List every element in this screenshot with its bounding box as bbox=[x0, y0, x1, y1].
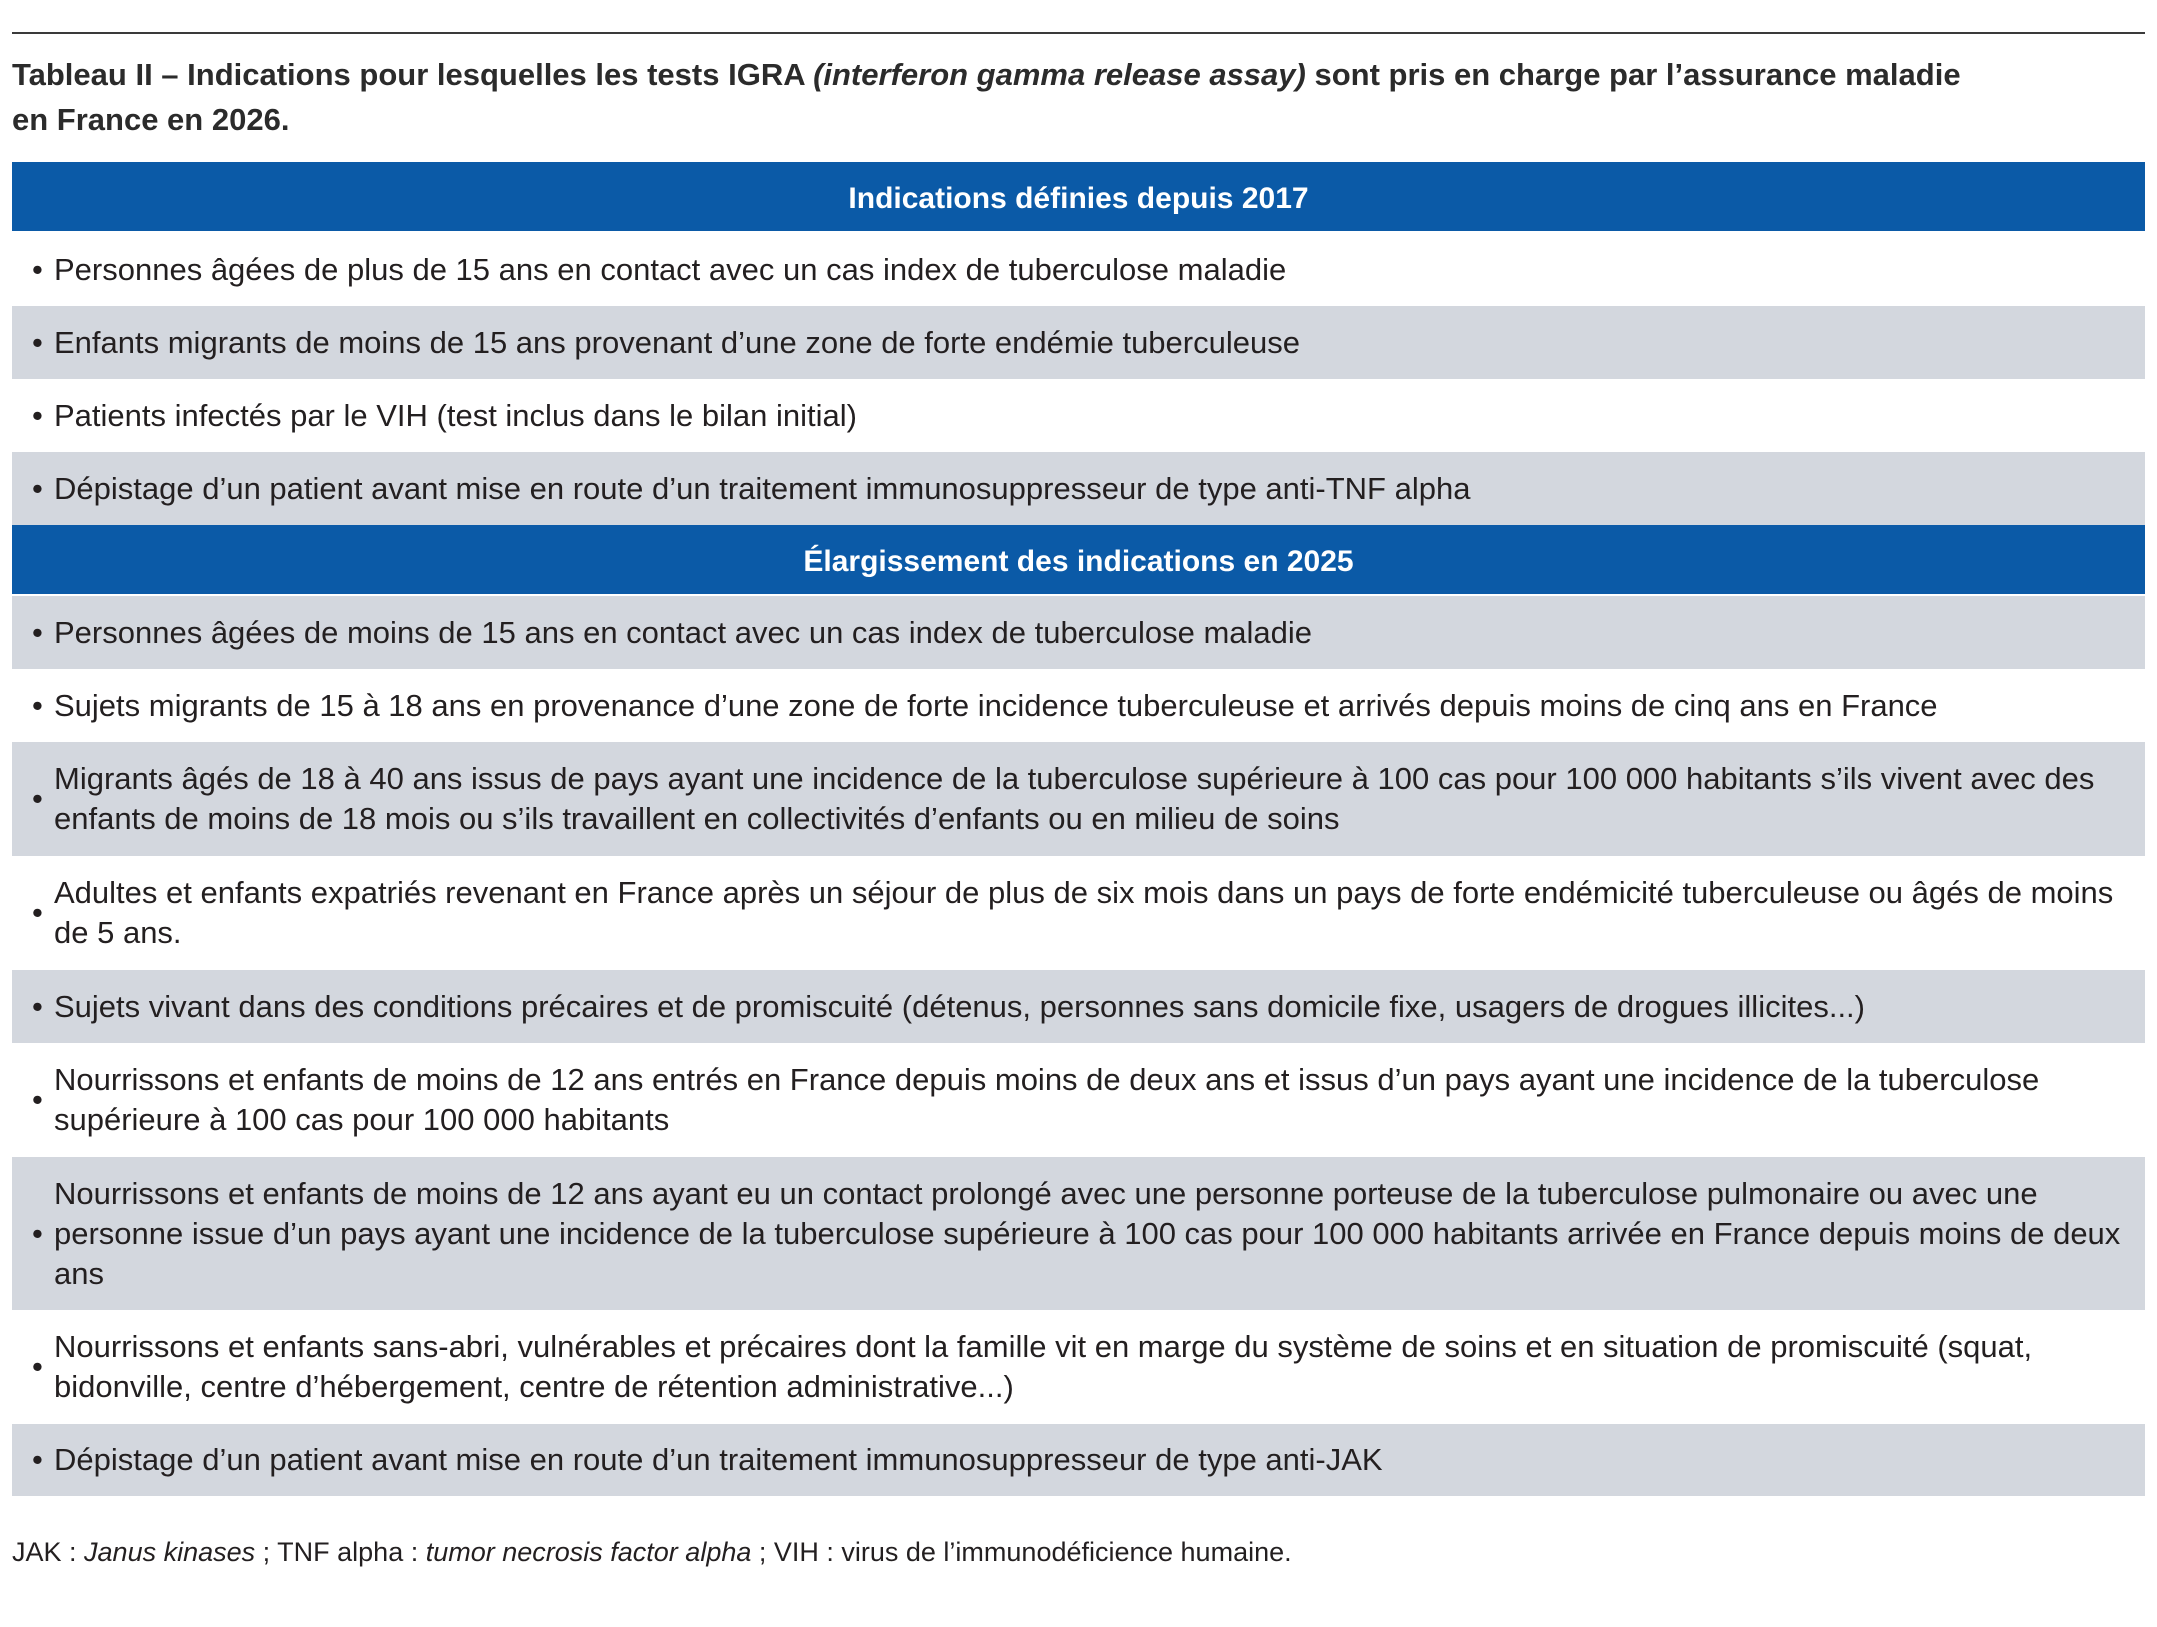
table-row bbox=[12, 1043, 2145, 1157]
footnote-jak: JAK : bbox=[12, 1537, 85, 1567]
indications-table bbox=[12, 162, 2145, 1496]
bullet: • bbox=[32, 895, 43, 930]
footnote-vih: ; VIH : virus de l’immunodéficience humaine. bbox=[751, 1537, 1292, 1567]
caption-italic: (interferon gamma release assay) bbox=[813, 57, 1306, 92]
table-caption bbox=[12, 52, 2112, 142]
bullet: • bbox=[32, 1442, 43, 1477]
caption-part2: sont pris en charge par l’assurance maladie bbox=[1305, 57, 1961, 92]
row-text: Sujets migrants de 15 à 18 ans en provenance d’une zone de forte incidence tuberculeuse et arrivés depuis moins de cinq ans en France bbox=[54, 687, 1938, 723]
footnote-jak-def: Janus kinases bbox=[84, 1537, 256, 1567]
bullet: • bbox=[32, 470, 43, 506]
caption-line2: en France en 2026. bbox=[12, 102, 290, 137]
row-text: Sujets vivant dans des conditions précaires et de promiscuité (détenus, personnes sans domicile fixe, usagers de drogues illicites...) bbox=[54, 988, 1865, 1024]
row-text: Adultes et enfants expatriés revenant en France après un séjour de plus de six mois dans un pays de forte endémicité tuberculeuse ou âgés de moins de 5 ans. bbox=[54, 875, 2114, 950]
bullet: • bbox=[32, 324, 43, 360]
table-row bbox=[12, 1157, 2145, 1310]
row-text: Personnes âgées de moins de 15 ans en contact avec un cas index de tuberculose maladie bbox=[54, 614, 1313, 650]
footnote-tnf: ; TNF alpha : bbox=[255, 1537, 426, 1567]
row-text: Patients infectés par le VIH (test inclus dans le bilan initial) bbox=[54, 397, 857, 433]
row-text: Nourrissons et enfants sans-abri, vulnérables et précaires dont la famille vit en marge du système de soins et en situation de promiscuité (squat, bidonville, centre d’hébergement, centre de rétention administrative...) bbox=[54, 1329, 2033, 1404]
caption-part1: Tableau II – Indications pour lesquelles les tests IGRA bbox=[12, 57, 814, 92]
table-row bbox=[12, 1424, 2145, 1496]
bullet: • bbox=[32, 251, 43, 287]
row-text: Dépistage d’un patient avant mise en route d’un traitement immunosuppresseur de type anti-TNF alpha bbox=[54, 470, 1471, 506]
footnote-tnf-def: tumor necrosis factor alpha bbox=[425, 1537, 752, 1567]
table-footnote bbox=[12, 1534, 1292, 1570]
table-row bbox=[12, 306, 2145, 379]
row-text: Nourrissons et enfants de moins de 12 ans ayant eu un contact prolongé avec une personne porteuse de la tuberculose pulmonaire ou avec une personne issue d’un pays ayant une incidence de la tuberculose supérieure à 100 cas pour 100 000 habitants arrivée en France depuis moins de deux ans bbox=[54, 1175, 2121, 1291]
row-text: Dépistage d’un patient avant mise en route d’un traitement immunosuppresseur de type anti-JAK bbox=[54, 1442, 1383, 1477]
table-row bbox=[12, 970, 2145, 1043]
section-header-2025: Élargissement des indications en 2025 bbox=[12, 525, 2145, 596]
bullet: • bbox=[32, 614, 43, 650]
bullet: • bbox=[32, 781, 43, 816]
bullet: • bbox=[32, 397, 43, 433]
table-row bbox=[12, 233, 2145, 306]
row-text: Enfants migrants de moins de 15 ans provenant d’une zone de forte endémie tuberculeuse bbox=[54, 324, 1300, 360]
top-rule bbox=[12, 32, 2145, 34]
table-row bbox=[12, 742, 2145, 856]
bullet: • bbox=[32, 1215, 43, 1251]
row-text: Migrants âgés de 18 à 40 ans issus de pays ayant une incidence de la tuberculose supérieure à 100 cas pour 100 000 habitants s’ils vivent avec des enfants de moins de 18 mois ou s’ils travaillent en collectivités d’enfants ou en milieu de soins bbox=[54, 761, 2095, 836]
table-row bbox=[12, 669, 2145, 742]
bullet: • bbox=[32, 988, 43, 1024]
table-row bbox=[12, 596, 2145, 669]
table-row bbox=[12, 452, 2145, 525]
table-row bbox=[12, 1310, 2145, 1424]
bullet: • bbox=[32, 687, 43, 723]
table-row bbox=[12, 856, 2145, 970]
row-text: Personnes âgées de plus de 15 ans en contact avec un cas index de tuberculose maladie bbox=[54, 251, 1287, 287]
section-header-2017: Indications définies depuis 2017 bbox=[12, 162, 2145, 233]
row-text: Nourrissons et enfants de moins de 12 ans entrés en France depuis moins de deux ans et issus d’un pays ayant une incidence de la tuberculose supérieure à 100 cas pour 100 000 habitants bbox=[54, 1062, 2040, 1137]
bullet: • bbox=[32, 1082, 43, 1117]
bullet: • bbox=[32, 1349, 43, 1384]
table-row bbox=[12, 379, 2145, 452]
